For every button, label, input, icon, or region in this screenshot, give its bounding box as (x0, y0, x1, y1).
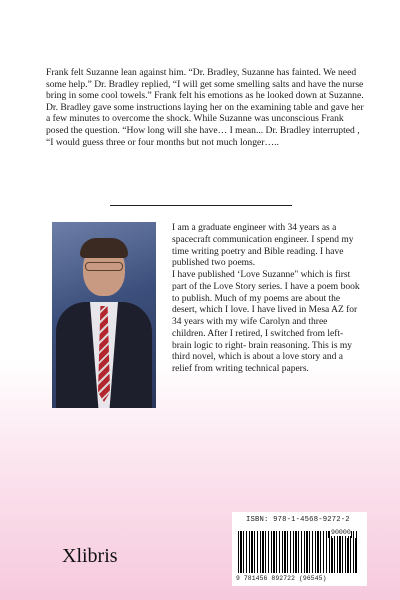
photo-glasses (85, 262, 123, 271)
isbn-label: ISBN: 978-1-4568-9272-2 (246, 516, 350, 524)
author-photo (52, 222, 156, 408)
section-divider (110, 205, 292, 206)
bio-paragraph-2: I have published ‘Love Suzanne" which is first part of the Love Story series. I have a poem book to publish. Much of my poems are about the desert, which I love. I have lived in Mesa AZ for 34 years with my wife Carolyn and three children. After I retired, I switched from left-brain logic to right- brain reasoning. This is my third novel, which is about a love story and a relief from writing technical papers. (172, 270, 360, 374)
photo-hair (80, 238, 128, 258)
author-bio (172, 223, 360, 376)
back-cover-excerpt: Frank felt Suzanne lean against him. “Dr. Bradley, Suzanne has fainted. We need some help.” Dr. Bradley replied, “I will get some smelling salts and have the nurse bring in some cool towels.” Frank felt his emotions as he looked down at Suzanne. Dr. Bradley gave some instructions laying her on the examining table and gave her a few minutes to overcome the shock. While Suzanne was unconscious Frank posed the question. “How long will she have… I mean... Dr. Bradley interrupted , “I would guess three or four months but not much longer….. (46, 67, 364, 148)
price-code: 90000 (331, 529, 351, 536)
price-barcode (326, 538, 357, 573)
publisher-logo: Xlibris (62, 545, 118, 567)
barcode-digits: 9 781456 892722 (96545) (236, 575, 327, 582)
bio-paragraph-1: I am a graduate engineer with 34 years as a spacecraft communication engineer. I spend my time writing poetry and Bible reading. I have published two poems. (172, 223, 354, 269)
